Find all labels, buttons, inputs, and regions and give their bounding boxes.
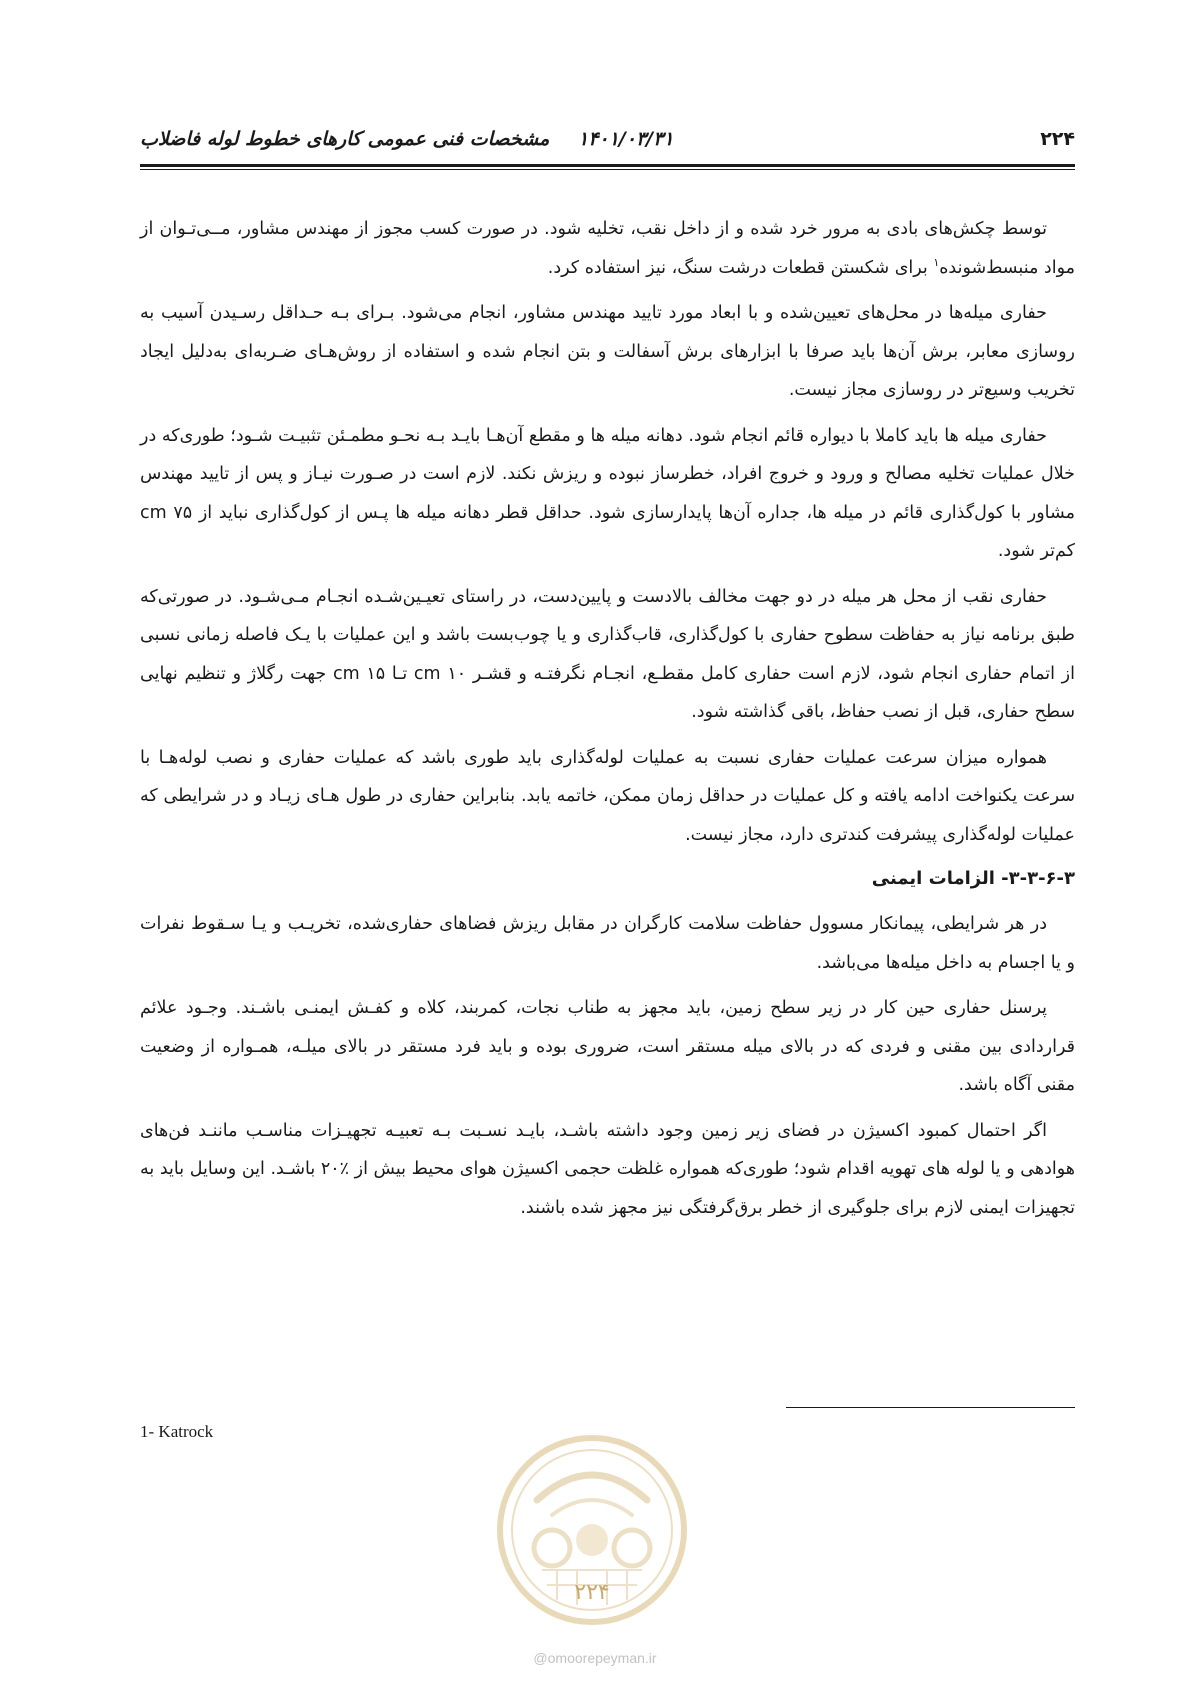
- header-title: مشخصات فنی عمومی کارهای خطوط لوله فاضلاب: [140, 128, 550, 150]
- watermark-url: @omoorepeyman.ir: [533, 1650, 657, 1666]
- paragraph: حفاری میله ها باید کاملا با دیواره قائم انجام شود. دهانه میله ها و مقطع آن‌هـا بایـد بـه نحـو مطمـئن تثبیـت شـود؛ طوری‌که در خلال عملیات تخلیه مصالح و ورود و خروج افراد، خطرساز نبوده و ریزش نکند. لازم است در صـورت نیـاز و پس از تایید مهندس مشاور با کول‌گذاری قائم در میله ها، جداره آن‌ها پایدارسازی شود. حداقل قطر دهانه میله ها پـس از کول‌گذاری نباید از ۷۵ cm کم‌تر شود.: [140, 425, 1075, 561]
- footnote-rule: [786, 1407, 1075, 1408]
- document-body: [140, 210, 1075, 1234]
- paragraph: حفاری میله‌ها در محل‌های تعیین‌شده و با ابعاد مورد تایید مهندس مشاور، انجام می‌شود. بـرای بـه حـداقل رسـیدن آسیب به روسازی معابر، برش آن‌ها باید صرفا با ابزارهای برش آسفالت و بتن انجام شده و استفاده از روش‌هـای ضـربه‌ای به‌دلیل ایجاد تخریب وسیع‌تر در روسازی مجاز نیست.: [140, 303, 1075, 400]
- paragraph: حفاری نقب از محل هر میله در دو جهت مخالف بالادست و پایین‌دست، در راستای تعیـین‌شـده انجـام مـی‌شـود. در صورتی‌که طبق برنامه نیاز به حفاظت سطوح حفاری با کول‌گذاری، قاب‌گذاری و یا چوب‌بست باشد و این عملیات با یـک فاصله زمانی نسبی از اتمام حفاری انجام شود، لازم است حفاری کامل مقطـع، انجـام نگرفتـه و قشـر ۱۰ cm تـا ۱۵ cm جهت رگلاژ و تنظیم نهایی سطح حفاری، قبل از نصب حفاظ، باقی گذاشته شود.: [140, 586, 1075, 722]
- paragraph-text: توسط چکش‌های بادی به مرور خرد شده و از داخل نقب، تخلیه شود. در صورت کسب مجوز از مهندس مشاور، مــی‌تـوان از مواد منبسط‌شونده: [140, 219, 1075, 278]
- header-rule: [140, 164, 1075, 167]
- footnote: 1- Katrock: [140, 1422, 214, 1441]
- footnote-ref[interactable]: ۱: [933, 255, 940, 269]
- page-header: [140, 120, 1075, 160]
- header-rule-thin: [140, 169, 1075, 170]
- paragraph: [140, 210, 1075, 287]
- seal-page-number: ۲۲۴: [574, 1580, 610, 1605]
- header-date: ۱۴۰۱/۰۳/۳۱: [578, 128, 674, 150]
- paragraph: همواره میزان سرعت عملیات حفاری نسبت به عملیات لوله‌گذاری باید طوری باشد که عملیات حفاری و نصب لوله‌هـا با سرعت یکنواخت ادامه یافته و کل عملیات در حداقل زمان ممکن، خاتمه یابد. بنابراین حفاری در طول هـای زیـاد و در شرایطی که عملیات لوله‌گذاری پیشرفت کندتری دارد، مجاز نیست.: [140, 747, 1075, 845]
- paragraph: پرسنل حفاری حین کار در زیر سطح زمین، باید مجهز به طناب نجات، کمربند، کلاه و کفـش ایمنـی باشـند. وجـود علائم قراردادی بین مقنی و فردی که در بالای میله مستقر است، ضروری بوده و باید فرد مستقر در بالای میلـه، همـواره از وضعیت مقنی آگاه باشد.: [140, 998, 1075, 1095]
- paragraph: اگر احتمال کمبود اکسیژن در فضای زیر زمین وجود داشته باشـد، بایـد نسـبت بـه تعبیـه تجهیـزات مناسـب ماننـد فن‌های هوادهی و یا لوله های تهویه اقدام شود؛ طوری‌که همواره غلظت حجمی اکسیژن هوای محیط بیش از ٪۲۰ باشـد. این وسایل باید به تجهیزات ایمنی لازم برای جلوگیری از خطر برق‌گرفتگی نیز مجهز شده باشند.: [140, 1120, 1075, 1218]
- paragraph-text: برای شکستن قطعات درشت سنگ، نیز استفاده کرد.: [547, 257, 934, 278]
- paragraph: در هر شرایطی، پیمانکار مسوول حفاظت سلامت کارگران در مقابل ریزش فضاهای حفاری‌شده، تخریـب و یـا سـقوط نفرات و یا اجسام به داخل میله‌ها می‌باشد.: [140, 914, 1075, 973]
- header-page-number: ۲۲۴: [1040, 128, 1075, 150]
- section-heading: ۳-۳-۶-۳- الزامات ایمنی: [871, 868, 1075, 889]
